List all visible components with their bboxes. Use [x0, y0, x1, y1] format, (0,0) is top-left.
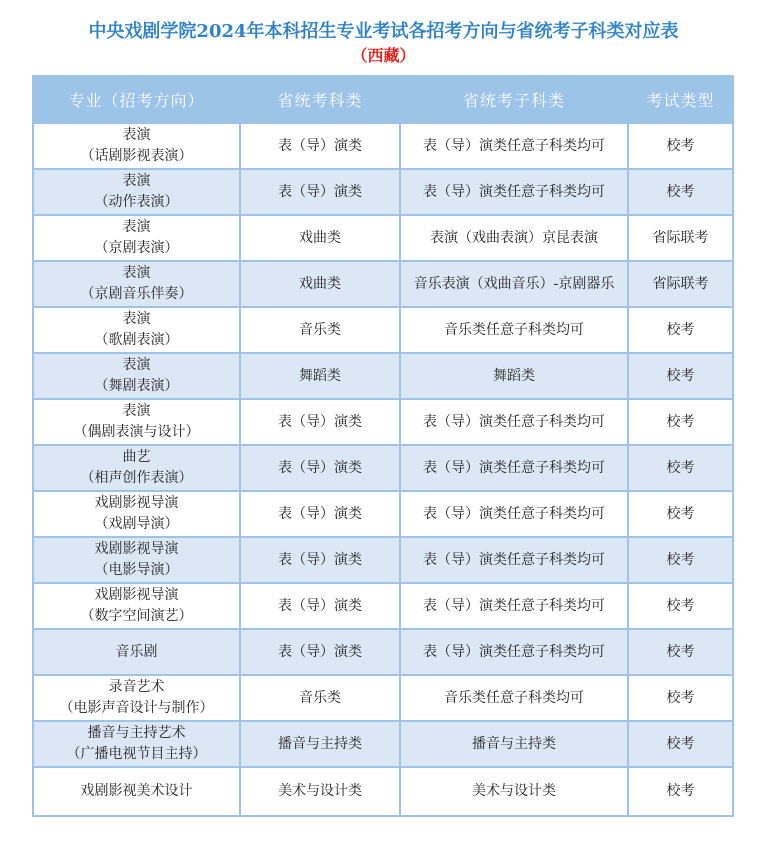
major-direction: （歌剧表演） [94, 332, 179, 348]
cell-major [33, 353, 240, 399]
cell-subcategory: 音乐类任意子科类均可 [400, 675, 628, 721]
major-direction: （话剧影视表演） [80, 148, 193, 164]
table-header-row [33, 76, 733, 123]
cell-major [33, 675, 240, 721]
cell-subcategory: 表（导）演类任意子科类均可 [400, 123, 628, 169]
cell-major [33, 491, 240, 537]
cell-exam-type: 校考 [628, 307, 733, 353]
major-direction: （京剧音乐伴奏） [80, 286, 193, 302]
cell-exam-type: 校考 [628, 399, 733, 445]
major-direction: （广播电视节目主持） [66, 746, 207, 762]
cell-category: 戏曲类 [240, 215, 400, 261]
cell-subcategory: 表演（戏曲表演）京昆表演 [400, 215, 628, 261]
cell-major [33, 123, 240, 169]
cell-exam-type: 校考 [628, 353, 733, 399]
major-name: 表演 [122, 357, 151, 373]
major-name: 音乐剧 [115, 643, 158, 660]
major-mapping-table [32, 75, 734, 817]
cell-subcategory: 表（导）演类任意子科类均可 [400, 169, 628, 215]
table-row [33, 399, 733, 445]
major-name: 戏剧影视导演 [94, 541, 179, 557]
cell-category: 表（导）演类 [240, 399, 400, 445]
header-exam-type: 考试类型 [628, 76, 733, 123]
cell-major [33, 721, 240, 767]
major-direction: （动作表演） [94, 194, 179, 210]
cell-exam-type: 校考 [628, 675, 733, 721]
cell-subcategory: 播音与主持类 [400, 721, 628, 767]
cell-subcategory: 音乐类任意子科类均可 [400, 307, 628, 353]
major-name: 戏剧影视导演 [94, 587, 179, 603]
major-name: 表演 [122, 265, 151, 281]
cell-subcategory: 表（导）演类任意子科类均可 [400, 399, 628, 445]
cell-exam-type: 校考 [628, 721, 733, 767]
cell-category: 播音与主持类 [240, 721, 400, 767]
major-name: 戏剧影视导演 [94, 495, 179, 511]
cell-category: 表（导）演类 [240, 629, 400, 675]
cell-subcategory: 表（导）演类任意子科类均可 [400, 629, 628, 675]
major-direction: （电影声音设计与制作） [59, 700, 214, 716]
cell-exam-type: 校考 [628, 123, 733, 169]
table-row [33, 721, 733, 767]
table-row [33, 537, 733, 583]
cell-exam-type: 校考 [628, 629, 733, 675]
cell-category: 舞蹈类 [240, 353, 400, 399]
major-direction: （偶剧表演与设计） [73, 424, 200, 440]
cell-exam-type: 省际联考 [628, 261, 733, 307]
major-direction: （舞剧表演） [94, 378, 179, 394]
table-row [33, 675, 733, 721]
region-subtitle: （西藏） [351, 46, 416, 65]
major-direction: （京剧表演） [94, 240, 179, 256]
table-row [33, 261, 733, 307]
cell-subcategory: 表（导）演类任意子科类均可 [400, 445, 628, 491]
major-direction: （数字空间演艺） [80, 608, 193, 624]
cell-category: 音乐类 [240, 675, 400, 721]
major-name: 录音艺术 [108, 679, 165, 695]
cell-subcategory: 美术与设计类 [400, 767, 628, 816]
cell-subcategory: 表（导）演类任意子科类均可 [400, 491, 628, 537]
cell-subcategory: 表（导）演类任意子科类均可 [400, 537, 628, 583]
table-row [33, 491, 733, 537]
cell-exam-type: 校考 [628, 491, 733, 537]
cell-major [33, 537, 240, 583]
major-direction: （戏剧导演） [94, 516, 179, 532]
table-row [33, 445, 733, 491]
major-name: 表演 [122, 173, 151, 189]
page-title: 中央戏剧学院2024年本科招生专业考试各招考方向与省统考子科类对应表 [88, 21, 679, 42]
cell-category: 戏曲类 [240, 261, 400, 307]
table-row [33, 307, 733, 353]
cell-subcategory: 表（导）演类任意子科类均可 [400, 583, 628, 629]
major-name: 曲艺 [122, 449, 151, 465]
cell-category: 表（导）演类 [240, 491, 400, 537]
major-name: 表演 [122, 311, 151, 327]
table-row [33, 583, 733, 629]
cell-category: 表（导）演类 [240, 123, 400, 169]
cell-exam-type: 校考 [628, 537, 733, 583]
cell-category: 音乐类 [240, 307, 400, 353]
table-row [33, 215, 733, 261]
header-subcategory: 省统考子科类 [400, 76, 628, 123]
major-direction: （电影导演） [94, 562, 179, 578]
major-name: 播音与主持艺术 [87, 725, 186, 741]
cell-exam-type: 校考 [628, 767, 733, 816]
table-row [33, 123, 733, 169]
cell-major [33, 215, 240, 261]
table-row [33, 353, 733, 399]
major-name: 表演 [122, 403, 151, 419]
cell-category: 表（导）演类 [240, 537, 400, 583]
cell-major [33, 629, 240, 675]
cell-major [33, 445, 240, 491]
cell-major [33, 169, 240, 215]
header-category: 省统考科类 [240, 76, 400, 123]
cell-exam-type: 校考 [628, 169, 733, 215]
cell-major [33, 261, 240, 307]
table-row [33, 767, 733, 816]
cell-exam-type: 省际联考 [628, 215, 733, 261]
cell-category: 表（导）演类 [240, 445, 400, 491]
header-major: 专业（招考方向） [33, 76, 240, 123]
cell-major [33, 767, 240, 816]
cell-subcategory: 舞蹈类 [400, 353, 628, 399]
cell-exam-type: 校考 [628, 445, 733, 491]
cell-exam-type: 校考 [628, 583, 733, 629]
cell-category: 表（导）演类 [240, 583, 400, 629]
cell-major [33, 307, 240, 353]
cell-category: 美术与设计类 [240, 767, 400, 816]
cell-subcategory: 音乐表演（戏曲音乐）-京剧器乐 [400, 261, 628, 307]
table-row [33, 169, 733, 215]
cell-category: 表（导）演类 [240, 169, 400, 215]
major-direction: （相声创作表演） [80, 470, 193, 486]
table-body [33, 123, 733, 816]
major-name: 表演 [122, 127, 151, 143]
major-name: 戏剧影视美术设计 [80, 783, 193, 799]
major-name: 表演 [122, 219, 151, 235]
cell-major [33, 583, 240, 629]
table-row [33, 629, 733, 675]
cell-major [33, 399, 240, 445]
